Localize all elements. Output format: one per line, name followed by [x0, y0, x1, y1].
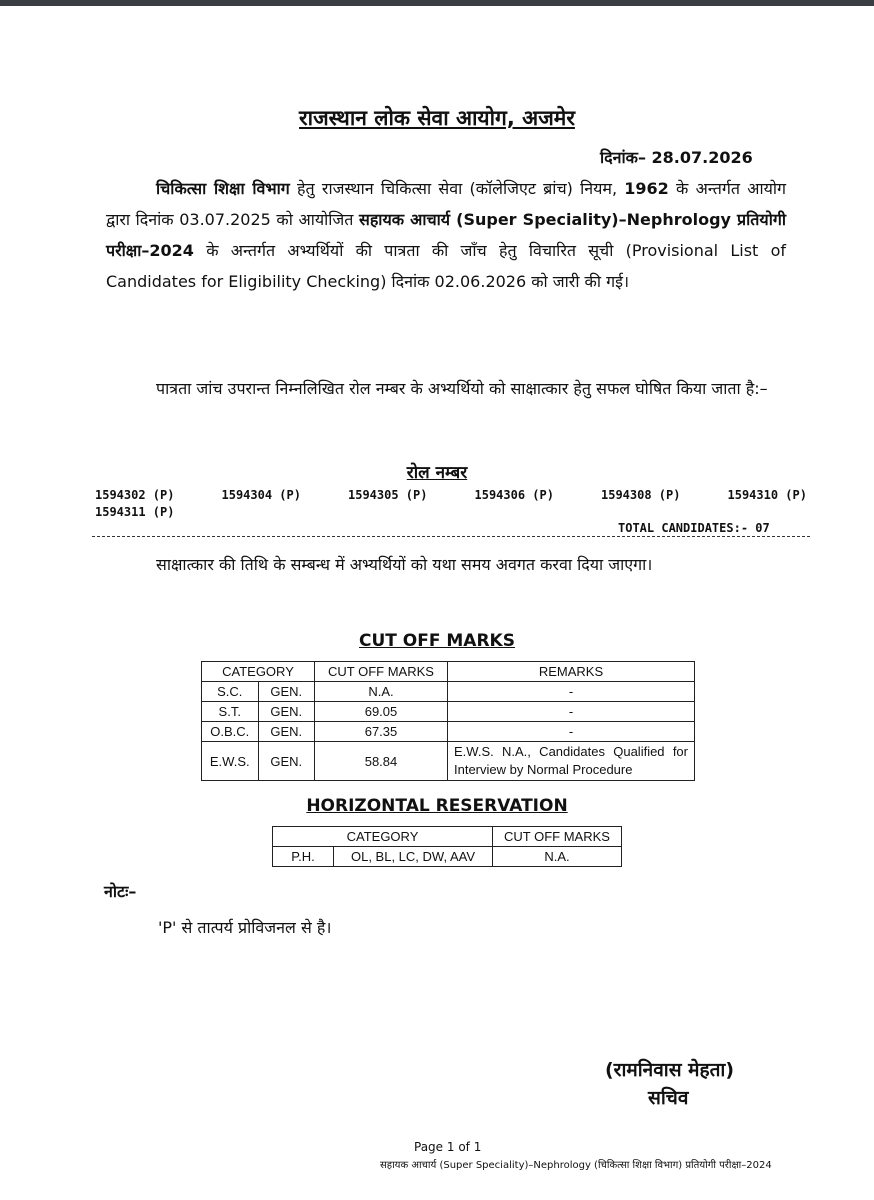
table-cell: - [448, 682, 695, 702]
table-cell: 69.05 [315, 702, 448, 722]
table-cell: OL, BL, LC, DW, AAV [334, 847, 493, 867]
table-cell: P.H. [273, 847, 334, 867]
column-header: CUT OFF MARKS [493, 827, 622, 847]
page-number: Page 1 of 1 [414, 1140, 482, 1154]
column-header: CUT OFF MARKS [315, 662, 448, 682]
table-cell: O.B.C. [202, 722, 259, 742]
interview-date-text: साक्षात्कार की तिथि के सम्बन्ध में अभ्यर्थियों को यथा समय अवगत करवा दिया जाएगा। [156, 555, 653, 574]
table-cell: GEN. [258, 742, 315, 781]
table-cell: E.W.S. N.A., Candidates Qualified for Interview by Normal Procedure [448, 742, 695, 781]
note-label: नोटः– [104, 882, 137, 901]
declaration-text: पात्रता जांच उपरान्त निम्नलिखित रोल नम्बर के अभ्यर्थियो को साक्षात्कार हेतु सफल घोषित किया जाता है:– [156, 379, 768, 398]
exam-name: सहायक आचार्य (Super Speciality)–Nephrology प्रतियोगी परीक्षा–2024 [106, 210, 786, 260]
signatory-title: सचिव [648, 1087, 689, 1109]
table-cell: N.A. [315, 682, 448, 702]
table-row [273, 847, 622, 867]
footer-text: सहायक आचार्य (Super Speciality)–Nephrology (चिकित्सा शिक्षा विभाग) प्रतियोगी परीक्षा–2024 [380, 1160, 772, 1171]
roll-number: 1594306 (P) [474, 488, 554, 502]
horizontal-reservation-title: HORIZONTAL RESERVATION [306, 796, 568, 816]
table-cell: S.T. [202, 702, 259, 722]
cutoff-title: CUT OFF MARKS [359, 631, 515, 651]
table-cell: 58.84 [315, 742, 448, 781]
table-cell: GEN. [258, 702, 315, 722]
roll-number-row [95, 505, 807, 519]
document-date [600, 146, 753, 168]
table-header-row [202, 662, 695, 682]
interview-date-paragraph [106, 549, 786, 580]
table-cell: 67.35 [315, 722, 448, 742]
intro-paragraph [106, 173, 786, 297]
document-title: राजस्थान लोक सेवा आयोग, अजमेर [299, 106, 575, 130]
roll-number: 1594305 (P) [348, 488, 428, 502]
roll-number: 1594311 (P) [95, 505, 175, 519]
cutoff-table [201, 661, 695, 781]
date-value: 28.07.2026 [651, 148, 753, 167]
signatory-name: (रामनिवास मेहता) [605, 1059, 735, 1081]
table-row [202, 722, 695, 742]
table-cell: S.C. [202, 682, 259, 702]
top-bar [0, 0, 874, 6]
column-header: REMARKS [448, 662, 695, 682]
note-text: 'P' से तात्पर्य प्रोविजनल से है। [158, 918, 332, 937]
table-cell: - [448, 722, 695, 742]
column-header: CATEGORY [202, 662, 315, 682]
table-cell: GEN. [258, 722, 315, 742]
intro-text-2: के अन्तर्गत आयोग द्वारा दिनांक 03.07.2025 को आयोजित [106, 179, 787, 229]
table-row [202, 742, 695, 781]
intro-text-3: के अन्तर्गत अभ्यर्थियों की पात्रता की जाँच हेतु विचारित सूची (Provisional List of Candidates for Eligibility Checking) दिनांक 02.06.2026 को जारी की गई। [106, 241, 786, 291]
department-name: चिकित्सा शिक्षा विभाग [156, 179, 290, 198]
table-cell: E.W.S. [202, 742, 259, 781]
table-header-row [273, 827, 622, 847]
table-cell: GEN. [258, 682, 315, 702]
roll-number-row [95, 488, 807, 502]
table-row [202, 682, 695, 702]
table-row [202, 702, 695, 722]
date-label: दिनांक– [600, 148, 646, 167]
declaration-paragraph [106, 373, 786, 404]
roll-number-heading: रोल नम्बर [406, 463, 468, 483]
horizontal-reservation-table [272, 826, 622, 867]
table-cell: N.A. [493, 847, 622, 867]
roll-number: 1594302 (P) [95, 488, 175, 502]
column-header: CATEGORY [273, 827, 493, 847]
rule-year: 1962 [624, 179, 669, 198]
dashed-divider [92, 536, 810, 537]
table-cell: - [448, 702, 695, 722]
total-candidates: TOTAL CANDIDATES:- 07 [618, 521, 770, 535]
roll-number: 1594304 (P) [221, 488, 301, 502]
roll-number: 1594308 (P) [601, 488, 681, 502]
roll-number: 1594310 (P) [727, 488, 807, 502]
intro-text-1: हेतु राजस्थान चिकित्सा सेवा (कॉलेजिएट ब्रांच) नियम, [289, 179, 625, 198]
